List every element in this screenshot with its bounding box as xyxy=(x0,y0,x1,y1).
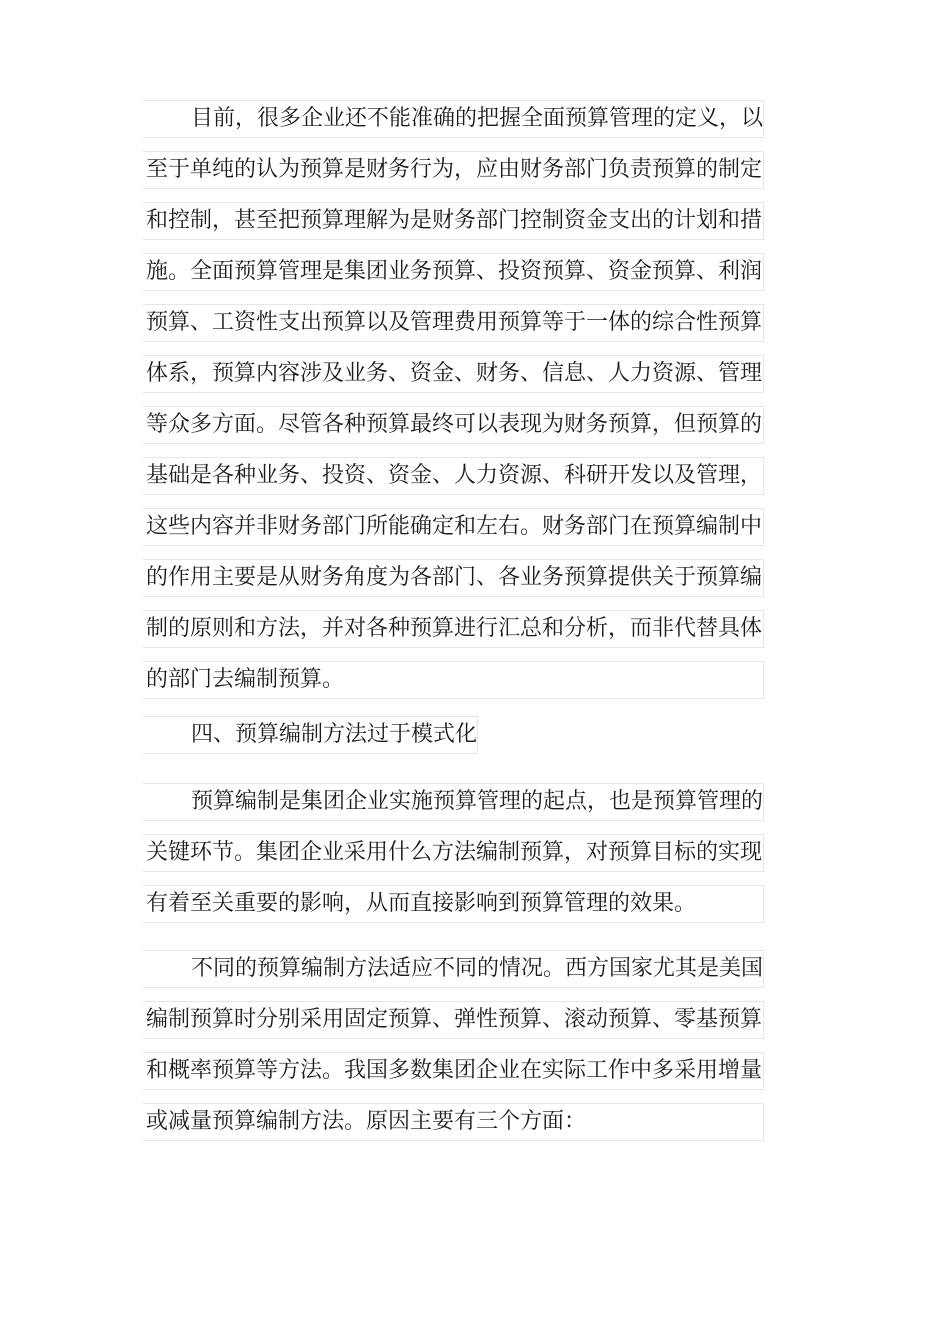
heading-line: 四、预算编制方法过于模式化 xyxy=(143,716,478,754)
text-line: 和控制，甚至把预算理解为是财务部门控制资金支出的计划和措 xyxy=(143,202,764,240)
text-line: 目前，很多企业还不能准确的把握全面预算管理的定义，以 xyxy=(143,100,764,138)
paragraph-budget-compilation xyxy=(143,783,764,936)
text-line: 施。全面预算管理是集团业务预算、投资预算、资金预算、利润 xyxy=(143,253,764,291)
text-line: 的部门去编制预算。 xyxy=(143,661,764,699)
text-line: 关键环节。集团企业采用什么方法编制预算，对预算目标的实现 xyxy=(143,834,764,872)
text-line: 预算编制是集团企业实施预算管理的起点，也是预算管理的 xyxy=(143,783,764,821)
text-line: 至于单纯的认为预算是财务行为，应由财务部门负责预算的制定 xyxy=(143,151,764,189)
paragraph-budget-definition xyxy=(143,100,764,712)
paragraph-compilation-methods xyxy=(143,950,764,1154)
text-line: 预算、工资性支出预算以及管理费用预算等于一体的综合性预算 xyxy=(143,304,764,342)
text-line: 或减量预算编制方法。原因主要有三个方面： xyxy=(143,1103,764,1141)
text-line: 不同的预算编制方法适应不同的情况。西方国家尤其是美国 xyxy=(143,950,764,988)
text-line: 的作用主要是从财务角度为各部门、各业务预算提供关于预算编 xyxy=(143,559,764,597)
text-line: 体系，预算内容涉及业务、资金、财务、信息、人力资源、管理 xyxy=(143,355,764,393)
text-line: 有着至关重要的影响，从而直接影响到预算管理的效果。 xyxy=(143,885,764,923)
section-heading xyxy=(143,716,478,767)
text-line: 和概率预算等方法。我国多数集团企业在实际工作中多采用增量 xyxy=(143,1052,764,1090)
text-line: 等众多方面。尽管各种预算最终可以表现为财务预算，但预算的 xyxy=(143,406,764,444)
text-line: 这些内容并非财务部门所能确定和左右。财务部门在预算编制中 xyxy=(143,508,764,546)
text-line: 编制预算时分别采用固定预算、弹性预算、滚动预算、零基预算 xyxy=(143,1001,764,1039)
text-line: 制的原则和方法，并对各种预算进行汇总和分析，而非代替具体 xyxy=(143,610,764,648)
text-line: 基础是各种业务、投资、资金、人力资源、科研开发以及管理， xyxy=(143,457,764,495)
